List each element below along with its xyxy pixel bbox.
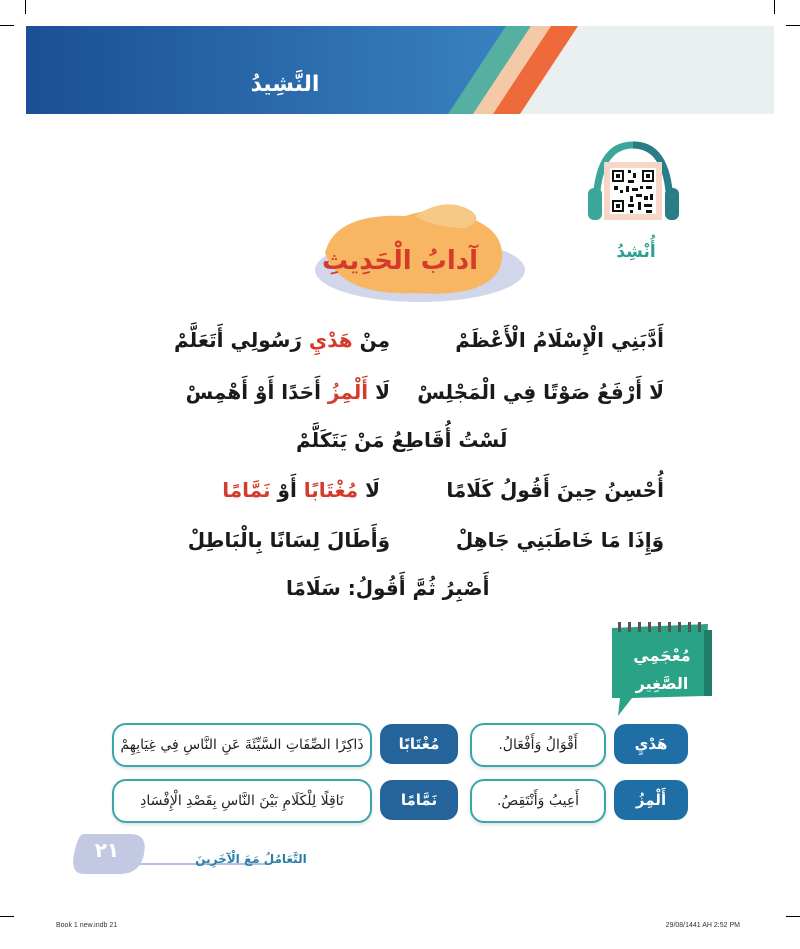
dictionary-label [614, 642, 710, 698]
print-slug-right: 29/08/1441 AH 2:52 PM [665, 922, 740, 929]
verse-line-5-left: وَأَطَالَ لِسَانًا بِالْبَاطِلْ [187, 528, 390, 552]
verse-text: مِنْ [352, 328, 390, 352]
verse-line-2-right: لَا أَرْفَعُ صَوْتًا فِي الْمَجْلِسْ [417, 380, 664, 404]
dictionary-meaning: أَقْوَالُ وَأَفْعَالُ. [470, 723, 606, 767]
verse-line-5-right: وَإِذَا مَا خَاطَبَنِي جَاهِلْ [455, 528, 664, 552]
chapter-title: التَّعَامُلُ مَعَ الْآخَرِينَ [195, 852, 307, 866]
dictionary-meaning: ذَاكِرًا الصِّفَاتِ السَّيِّئَةَ عَنِ النَّاسِ فِي غِيَابِهِمْ [112, 723, 372, 767]
dictionary-word: مُغْتَابًا [380, 724, 458, 764]
dictionary-meaning: نَاقِلًا لِلْكَلَامِ بَيْنَ النَّاسِ بِقَصْدِ الْإِفْسَادِ [112, 779, 372, 823]
print-slug-left: Book 1 new.indb 21 [56, 922, 118, 929]
dictionary-label-line2: الصَّغِير [635, 674, 689, 693]
dictionary-word: أَلْمِزُ [614, 780, 688, 820]
highlighted-word: نَمَّامًا [222, 478, 271, 502]
dictionary-label-line1: مُعْجَمِي [633, 646, 691, 665]
page-title: النَّشِيدُ [250, 72, 320, 97]
crop-mark [0, 25, 14, 26]
poem-title: آدابُ الْحَدِيثِ [321, 246, 479, 276]
crop-mark [774, 0, 775, 14]
verse-line-2-left [186, 380, 390, 404]
verse-line-1-left [174, 328, 390, 352]
dictionary-word: نَمَّامًا [380, 780, 458, 820]
highlighted-word: أَلْمِزُ [327, 380, 369, 404]
verse-line-1-right: أَدَّبَنِي الْإِسْلَامُ الْأَعْظَمْ [455, 328, 664, 352]
dictionary-word: هَدْيِ [614, 724, 688, 764]
highlighted-word: هَدْيِ [308, 328, 353, 352]
verse-text: لَا [358, 478, 380, 502]
verse-line-6-center: أَصْبِرُ ثُمَّ أَقُولُ: سَلَامًا [286, 576, 490, 600]
verse-line-4-left [222, 478, 380, 502]
headphones-qr-icon[interactable] [586, 140, 681, 230]
highlighted-word: مُغْتَابًا [303, 478, 359, 502]
verse-line-3-center: لَسْتُ أُقَاطِعُ مَنْ يَتَكَلَّمْ [296, 428, 508, 452]
verse-line-4-right: أُحْسِنُ حِينَ أَقُولُ كَلَامًا [446, 478, 664, 502]
header-banner [26, 26, 774, 114]
verse-text: لَا [368, 380, 390, 404]
verse-text: أَحَدًا أَوْ أَهْمِسْ [185, 380, 328, 404]
recite-label: أُنْشِدُ [616, 242, 656, 262]
crop-mark [786, 25, 800, 26]
crop-mark [25, 0, 26, 14]
verse-text: رَسُولِي أَتَعَلَّمْ [174, 328, 309, 352]
dictionary-meaning: أَعِيبُ وَأَنْتَقِصُ. [470, 779, 606, 823]
crop-mark [786, 916, 800, 917]
crop-mark [0, 916, 14, 917]
page-number: ٢١ [94, 838, 120, 862]
verse-text: أَوْ [270, 478, 304, 502]
